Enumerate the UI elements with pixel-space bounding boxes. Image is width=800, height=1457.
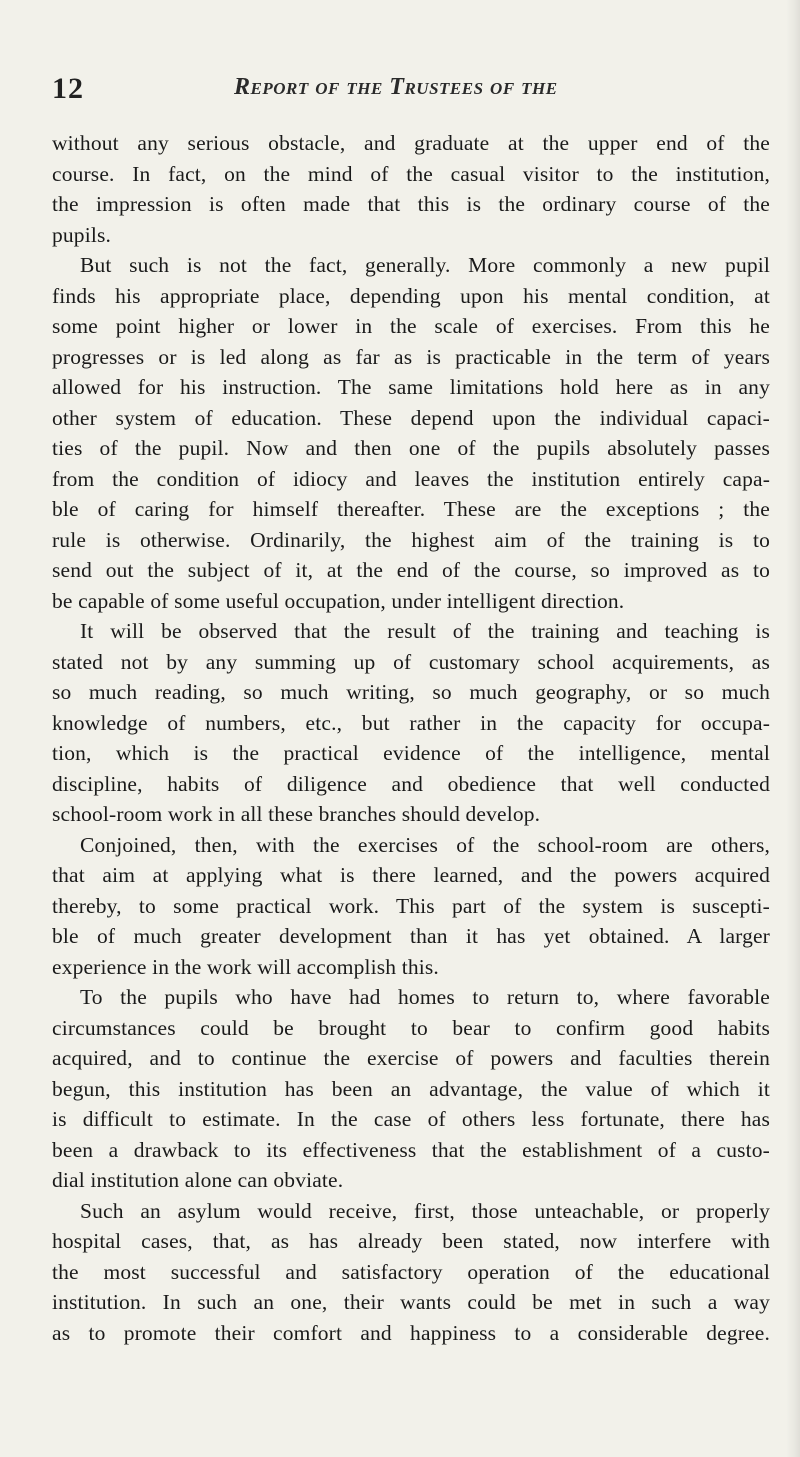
text-line: send out the subject of it, at the end of the course, so improved as to bbox=[52, 558, 770, 582]
text-line: stated not by any summing up of customary school acquirements, as bbox=[52, 649, 770, 674]
text-line: ble of caring for himself thereafter. These are the exceptions ; the bbox=[52, 497, 770, 521]
text-line: But such is not the fact, generally. More commonly a new pupil bbox=[80, 253, 770, 277]
page-number: 12 bbox=[52, 72, 84, 105]
text-line: is difficult to estimate. In the case of others less fortunate, there has bbox=[52, 1107, 770, 1131]
text-line: from the condition of idiocy and leaves the institution entirely capa- bbox=[52, 466, 770, 491]
text-line: Conjoined, then, with the exercises of the school-room are others, bbox=[80, 832, 770, 857]
text-line: discipline, habits of diligence and obedience that well conducted bbox=[52, 771, 770, 796]
page-edge-shadow bbox=[786, 0, 800, 1457]
text-line: as to promote their comfort and happiness to a considerable degree. bbox=[52, 1320, 770, 1345]
text-line: tion, which is the practical evidence of the intelligence, mental bbox=[52, 741, 770, 765]
page-header bbox=[52, 72, 752, 122]
text-line: To the pupils who have had homes to return to, where favorable bbox=[80, 985, 770, 1009]
text-line: other system of education. These depend upon the individual capaci- bbox=[52, 405, 770, 430]
text-line: finds his appropriate place, depending upon his mental condition, at bbox=[52, 283, 770, 308]
text-line: thereby, to some practical work. This part of the system is suscepti- bbox=[52, 893, 770, 918]
text-line: hospital cases, that, as has already been stated, now interfere with bbox=[52, 1229, 770, 1253]
text-line: institution. In such an one, their wants could be met in such a way bbox=[52, 1290, 770, 1314]
text-line: been a drawback to its effectiveness that the establishment of a custo- bbox=[52, 1137, 770, 1162]
text-line: Such an asylum would receive, first, those unteachable, or properly bbox=[80, 1198, 770, 1223]
text-line: begun, this institution has been an advantage, the value of which it bbox=[52, 1076, 770, 1101]
text-line: pupils. bbox=[52, 222, 111, 247]
text-line: that aim at applying what is there learned, and the powers acquired bbox=[52, 863, 770, 887]
text-line: ble of much greater development than it has yet obtained. A larger bbox=[52, 924, 770, 948]
text-line: experience in the work will accomplish this. bbox=[52, 954, 439, 979]
text-line: circumstances could be brought to bear to confirm good habits bbox=[52, 1015, 770, 1040]
body-text bbox=[52, 128, 770, 1348]
running-title: Report of the Trustees of the bbox=[234, 74, 558, 100]
text-line: It will be observed that the result of the training and teaching is bbox=[80, 619, 770, 643]
text-line: course. In fact, on the mind of the casual visitor to the institution, bbox=[52, 161, 770, 186]
text-line: without any serious obstacle, and graduate at the upper end of the bbox=[52, 131, 770, 155]
text-line: be capable of some useful occupation, under intelligent direction. bbox=[52, 588, 625, 613]
text-line: the most successful and satisfactory operation of the educational bbox=[52, 1259, 770, 1284]
text-line: school-room work in all these branches should develop. bbox=[52, 802, 541, 826]
text-line: some point higher or lower in the scale of exercises. From this he bbox=[52, 314, 770, 338]
text-line: allowed for his instruction. The same limitations hold here as in any bbox=[52, 375, 770, 399]
text-line: ties of the pupil. Now and then one of the pupils absolutely passes bbox=[52, 436, 770, 460]
text-line: rule is otherwise. Ordinarily, the highest aim of the training is to bbox=[52, 527, 770, 552]
text-line: knowledge of numbers, etc., but rather in the capacity for occupa- bbox=[52, 710, 770, 735]
text-line: acquired, and to continue the exercise of powers and faculties therein bbox=[52, 1046, 770, 1070]
text-line: so much reading, so much writing, so much geography, or so much bbox=[52, 680, 770, 704]
text-line: dial institution alone can obviate. bbox=[52, 1168, 344, 1192]
text-line: progresses or is led along as far as is practicable in the term of years bbox=[52, 344, 770, 369]
text-line: the impression is often made that this is the ordinary course of the bbox=[52, 192, 770, 216]
